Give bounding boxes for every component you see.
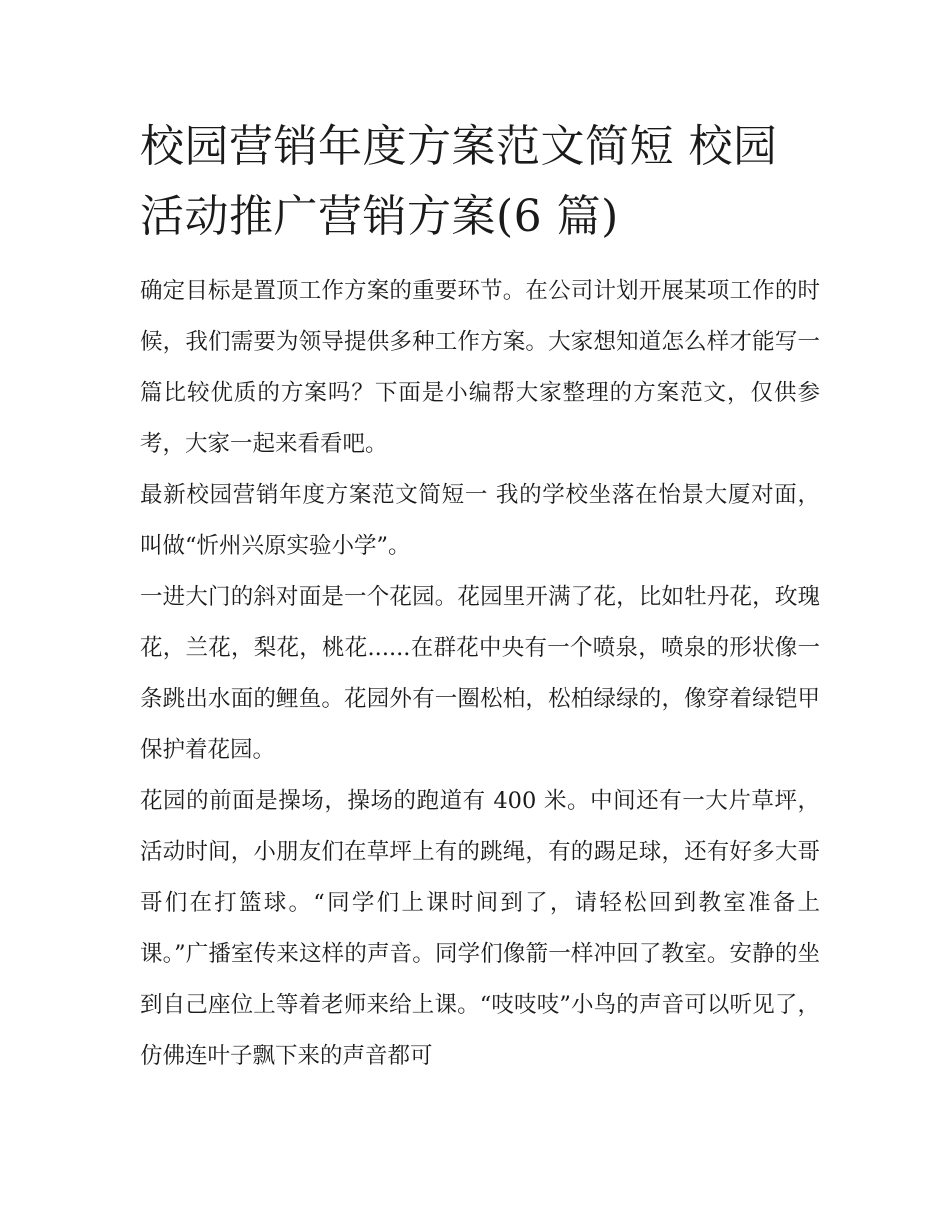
document-title: 校园营销年度方案范文简短 校园活动推广营销方案(6 篇)	[140, 121, 778, 242]
paragraph-garden: 一进大门的斜对面是一个花园。花园里开满了花，比如牡丹花，玫瑰花，兰花，梨花，桃花......在群花中央有一个喷泉，喷泉的形状像一条跳出水面的鲤鱼。花园外有一圈松柏，松柏绿绿的，像穿着绿铠甲保护着花园。	[140, 584, 820, 763]
paragraph-playground: 花园的前面是操场，操场的跑道有 400 米。中间还有一大片草坪，活动时间，小朋友们在草坪上有的跳绳，有的踢足球，还有好多大哥哥们在打篮球。“同学们上课时间到了，请轻松回到教室准备上课。”广播室传来这样的声音。同学们像箭一样冲回了教室。安静的坐到自己座位上等着老师来给上课。“吱吱吱”小鸟的声音可以听见了，仿佛连叶子飘下来的声音都可	[140, 788, 820, 1069]
document-page	[140, 112, 820, 1082]
paragraph-intro: 确定目标是置顶工作方案的重要环节。在公司计划开展某项工作的时候，我们需要为领导提供多种工作方案。大家想知道怎么样才能写一篇比较优质的方案吗？下面是小编帮大家整理的方案范文，仅供参考，大家一起来看看吧。	[140, 278, 820, 457]
paragraph-school-location: 最新校园营销年度方案范文简短一 我的学校坐落在怡景大厦对面，叫做“忻州兴原实验小学”。	[140, 482, 820, 559]
